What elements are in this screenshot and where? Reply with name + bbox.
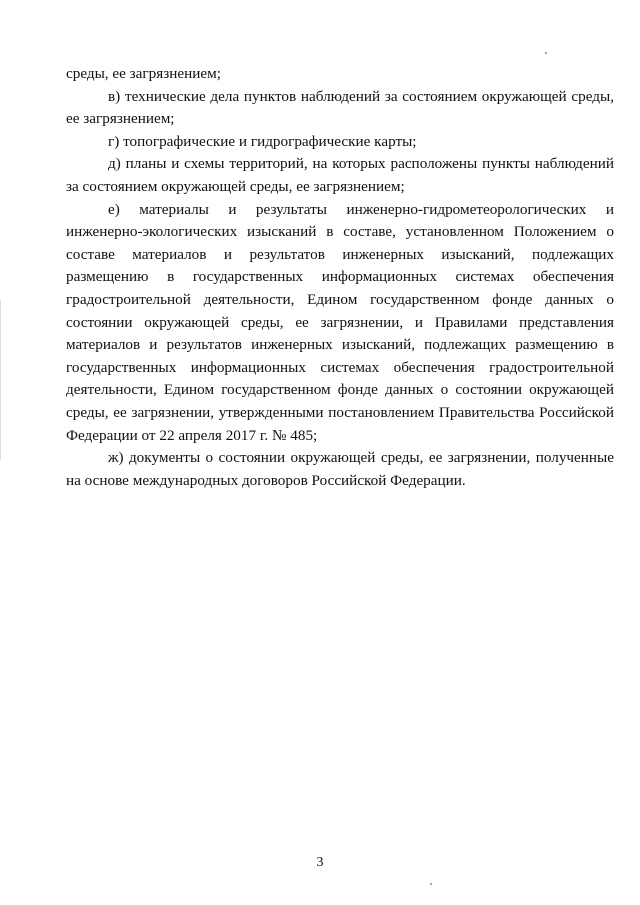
scan-speck-top-right: [545, 52, 547, 54]
scan-speck-bottom-right: [430, 883, 432, 885]
list-item-v: в) технические дела пунктов наблюдений за состоянием окружающей среды, ее загрязнением;: [66, 87, 614, 128]
scan-edge-shadow: [0, 300, 1, 460]
document-body: [66, 63, 614, 492]
list-item-g: г) топографические и гидрографические карты;: [108, 132, 417, 150]
list-item-e: е) материалы и результаты инженерно-гидрометеорологических и инженерно-экологических изысканий в составе, установленном Положением о составе материалов и результатов инженерных изысканий, подлежащих размещению в государственных информационных системах обеспечения градостроительной деятельности, Едином государственном фонде данных о состоянии окружающей среды, ее загрязнении, и Правилами представления материалов и результатов инженерных изысканий, подлежащих размещению в государственных информационных системах обеспечения градостроительной деятельности, Едином государственном фонде данных о состоянии окружающей среды, ее загрязнении, утвержденными постановлением Правительства Российской Федерации от 22 апреля 2017 г. № 485;: [66, 200, 614, 444]
list-item-zh: ж) документы о состоянии окружающей среды, ее загрязнении, полученные на основе международных договоров Российской Федерации.: [66, 449, 614, 489]
paragraph-continuation: среды, ее загрязнением;: [66, 65, 221, 82]
list-item-d: д) планы и схемы территорий, на которых расположены пункты наблюдений за состоянием окружающей среды, ее загрязнением;: [66, 155, 614, 195]
page-number: 3: [316, 855, 324, 870]
